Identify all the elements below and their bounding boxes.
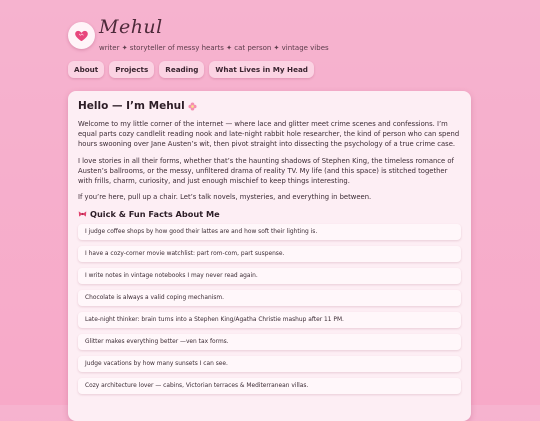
site-header	[68, 18, 508, 58]
nav-what-lives-in-my-head[interactable]: What Lives in My Head	[209, 61, 314, 78]
intro-paragraph-3: If you’re here, pull up a chair. Let’s talk novels, mysteries, and everything in between.	[78, 193, 372, 202]
site-tagline: writer ✦ storyteller of messy hearts ✦ cat person ✦ vintage vibes	[99, 44, 329, 52]
fact-item: Cozy architecture lover — cabins, Victorian terraces & Mediterranean villas.	[78, 378, 461, 394]
avatar[interactable]	[68, 22, 95, 49]
intro-paragraph-1: Welcome to my little corner of the internet — where lace and glitter meet crime scenes and confessions. I’m equal parts cozy candlelit reading nook and late-night rabbit hole researcher, the kind of person who can spend hours swooning over Jane Austen’s wit, then pivot straight into dissecting the psychology of a true crime case.	[78, 120, 460, 149]
nav-about[interactable]: About	[68, 61, 104, 78]
fact-item: Judge vacations by how many sunsets I can see.	[78, 356, 461, 372]
facts-heading	[78, 209, 461, 219]
facts-heading-text: Quick & Fun Facts About Me	[90, 209, 220, 220]
fact-item: I write notes in vintage notebooks I may never read again.	[78, 268, 461, 284]
main-card	[68, 91, 471, 421]
page-title	[78, 100, 461, 112]
page-title-text: Hello — I’m Mehul	[78, 100, 185, 112]
main-nav	[68, 61, 314, 78]
nav-projects[interactable]: Projects	[109, 61, 154, 78]
heart-icon	[74, 28, 89, 43]
fact-item: I have a cozy-corner movie watchlist: part rom-com, part suspense.	[78, 246, 461, 262]
bow-icon	[78, 210, 87, 218]
facts-list	[78, 224, 461, 394]
fact-item: Glitter makes everything better —ven tax forms.	[78, 334, 461, 350]
flower-icon	[188, 102, 197, 111]
fact-item: Late-night thinker: brain turns into a Stephen King/Agatha Christie mashup after 11 PM.	[78, 312, 461, 328]
intro-paragraph-2: I love stories in all their forms, whether that’s the haunting shadows of Stephen King, the timeless romance of Austen’s ballrooms, or the messy, unfiltered drama of reality TV. My life (and this space) is stitched together with frills, charm, curiosity, and just enough mischief to keep things interesting.	[78, 156, 454, 186]
nav-reading[interactable]: Reading	[159, 61, 204, 78]
fact-item: I judge coffee shops by how good their lattes are and how soft their lighting is.	[78, 224, 461, 240]
site-name: Mehul	[99, 16, 163, 38]
fact-item: Chocolate is always a valid coping mechanism.	[78, 290, 461, 306]
